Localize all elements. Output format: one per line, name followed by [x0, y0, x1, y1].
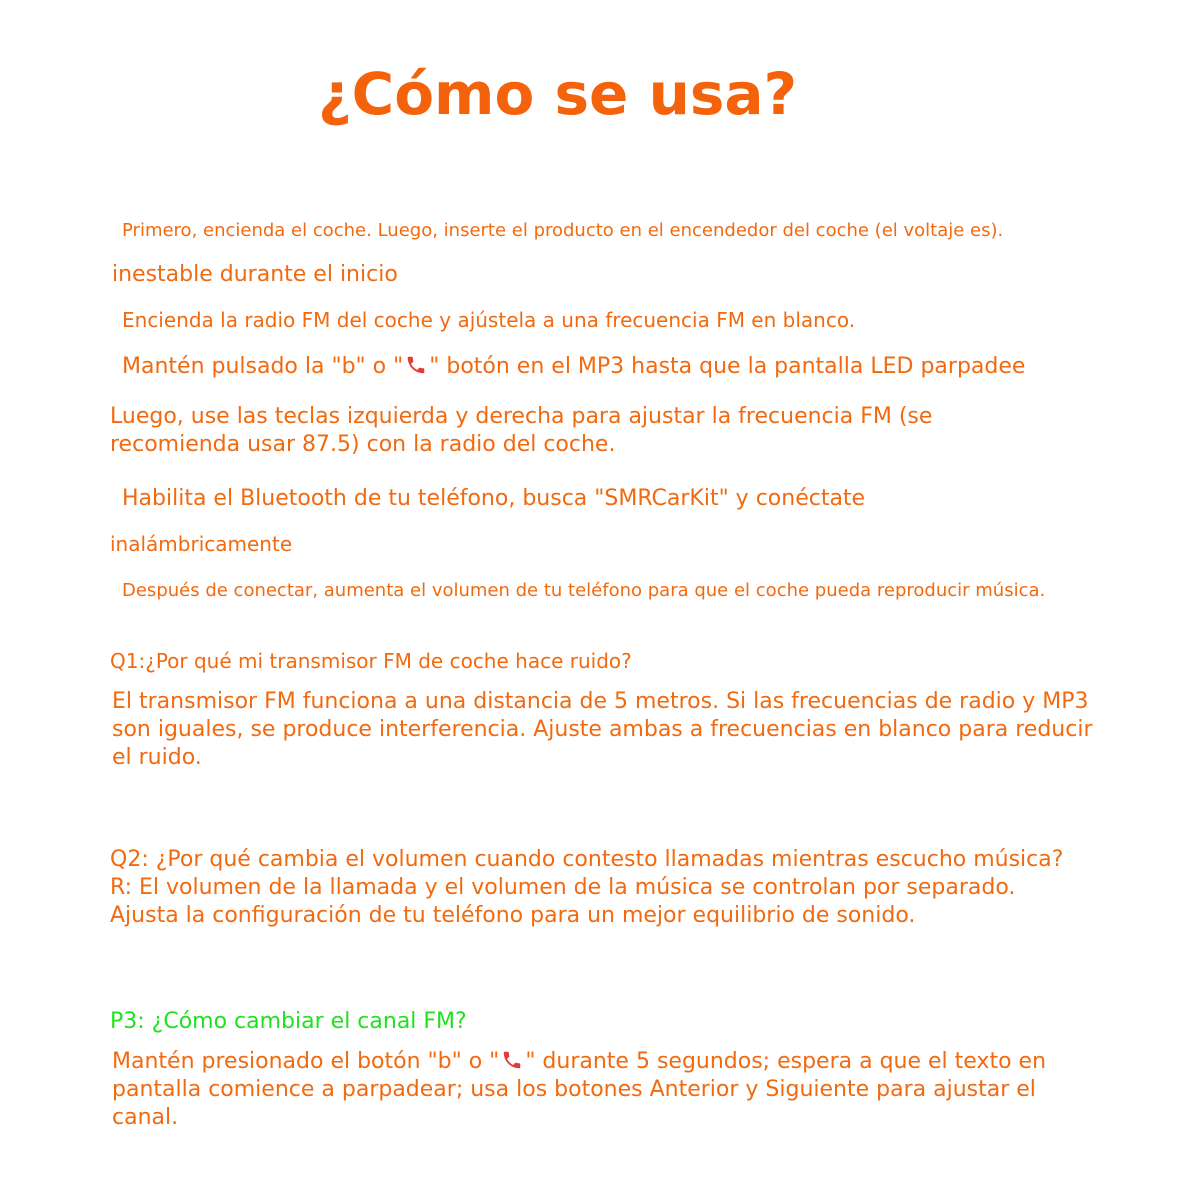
- faq-q3: P3: ¿Cómo cambiar el canal FM?: [110, 1009, 467, 1034]
- step-2: Encienda la radio FM del coche y ajústela a una frecuencia FM en blanco.: [122, 308, 856, 332]
- faq-a3: [112, 1048, 1046, 1132]
- phone-icon: [501, 1049, 523, 1071]
- phone-icon: [405, 354, 427, 376]
- step-5-continued: inalámbricamente: [110, 532, 293, 556]
- step-3-text-end: " botón en el MP3 hasta que la pantalla LED parpadee: [429, 354, 1026, 379]
- step-1-continued: inestable durante el inicio: [112, 262, 398, 287]
- step-4: Luego, use las teclas izquierda y derecha para ajustar la frecuencia FM (se recomienda usar 87.5) con la radio del coche.: [110, 404, 933, 457]
- page-title: ¿Cómo se usa?: [318, 60, 798, 128]
- step-1: Primero, encienda el coche. Luego, inserte el producto en el encendedor del coche (el voltaje es).: [122, 220, 1004, 241]
- faq-a3-text-end: " durante 5 segundos; espera a que el texto en pantalla comience a parpadear; usa los botones Anterior y Siguiente para ajustar el canal.: [112, 1049, 1047, 1130]
- faq-a1: El transmisor FM funciona a una distancia de 5 metros. Si las frecuencias de radio y MP3 son iguales, se produce interferencia. Ajuste ambas a frecuencias en blanco para reducir el ruido.: [112, 689, 1093, 770]
- step-3: [122, 353, 1025, 381]
- faq-q2: Q2: ¿Por qué cambia el volumen cuando contesto llamadas mientras escucho música? R: El volumen de la llamada y el volumen de la música se controlan por separado. Ajusta la configuración de tu teléfono para un mejor equilibrio de sonido.: [110, 847, 1064, 928]
- faq-q1: Q1:¿Por qué mi transmisor FM de coche hace ruido?: [110, 649, 632, 673]
- step-5: Habilita el Bluetooth de tu teléfono, busca "SMRCarKit" y conéctate: [122, 486, 866, 511]
- step-6: Después de conectar, aumenta el volumen de tu teléfono para que el coche pueda reproducir música.: [122, 580, 1046, 601]
- faq-a3-text-start: Mantén presionado el botón "b" o ": [112, 1049, 500, 1074]
- step-3-text-start: Mantén pulsado la "b" o ": [122, 354, 404, 379]
